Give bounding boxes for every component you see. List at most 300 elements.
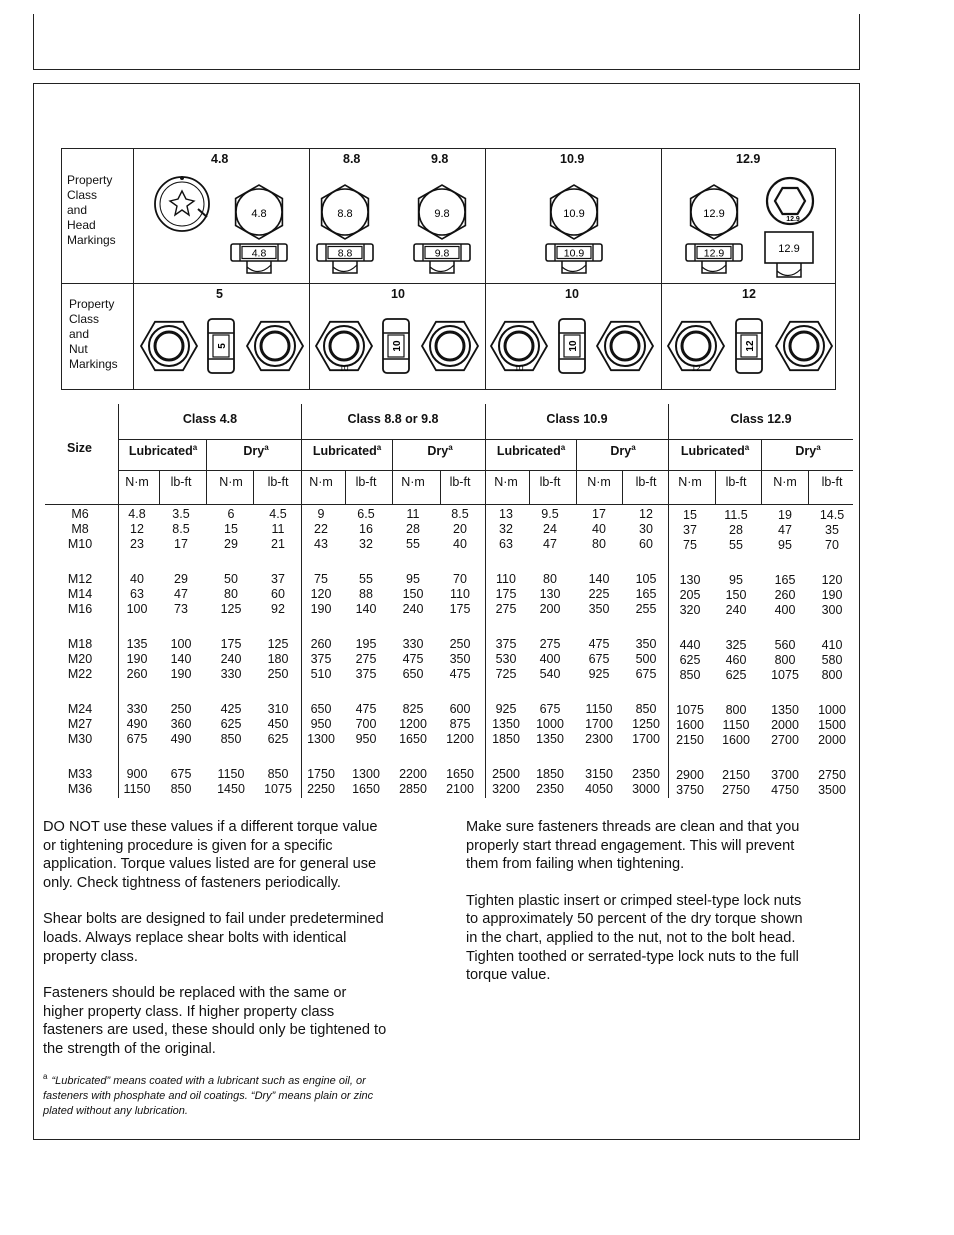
note-line: or tightening procedure is given for a specific [43, 837, 333, 854]
notes-right [466, 818, 856, 1003]
nut-face-1a-label: 10 [339, 364, 349, 373]
torque-value: 150 [402, 587, 424, 602]
torque-value: 1350 [492, 717, 520, 732]
class-header: Class 10.9 [546, 412, 608, 426]
torque-value: 165 [635, 587, 657, 602]
footnote-line [43, 1104, 443, 1119]
torque-value: 675 [539, 702, 561, 716]
torque-value: 22 [314, 522, 328, 537]
torque-value: 650 [310, 702, 332, 716]
lubricated-header-text: Lubricated [312, 444, 377, 458]
torque-value: 175 [495, 587, 517, 602]
footnote-text: “Lubricated” means coated with a lubricant such as engine oil, or [51, 1075, 366, 1087]
torque-value: 650 [402, 667, 424, 682]
torque-value: 275 [355, 652, 377, 667]
torque-value: 110 [496, 572, 516, 586]
torque-value: 490 [170, 732, 192, 747]
torque-value: 3750 [676, 783, 704, 798]
torque-value: 350 [449, 652, 471, 667]
torque-value: 190 [310, 602, 332, 617]
torque-value: 1150 [123, 782, 151, 797]
torque-value: 450 [267, 717, 289, 732]
torque-value: 1075 [771, 668, 799, 683]
torque-value: 32 [359, 537, 373, 552]
torque-value: 19 [778, 508, 792, 522]
torque-value: 275 [495, 602, 517, 617]
torque-value: 500 [635, 652, 657, 667]
torque-value: 425 [220, 702, 242, 716]
unit-header: lb-ft [355, 475, 377, 489]
note-line: DO NOT use these values if a different torque value [43, 819, 378, 835]
note-line: Tighten plastic insert or crimped steel-type lock nuts [466, 892, 802, 909]
torque-value: 2750 [722, 783, 750, 798]
torque-value: 9.5 [541, 507, 559, 521]
torque-value: 1850 [536, 767, 564, 781]
torque-value: 63 [499, 537, 513, 552]
footnote-mark: a [631, 442, 636, 452]
torque-value: 4750 [771, 783, 799, 798]
torque-value: 4.8 [128, 507, 146, 521]
torque-value: 3700 [771, 768, 799, 782]
dry-header [578, 444, 668, 458]
torque-value: 2350 [632, 767, 660, 781]
torque-value: 6 [227, 507, 235, 521]
dry-header [211, 444, 301, 458]
size-header: Size [67, 441, 93, 455]
unit-header: lb-ft [170, 475, 192, 489]
torque-value: 800 [725, 703, 747, 717]
torque-value: 2150 [676, 733, 704, 748]
note-line: property class. [43, 948, 138, 965]
nut-face-3a-label: 12 [691, 364, 701, 373]
footnote-mark: a [264, 442, 269, 452]
torque-value: 675 [588, 652, 610, 667]
torque-value: 11 [271, 522, 285, 537]
nut-side-2-label: 10 [568, 340, 579, 352]
torque-value: 1150 [585, 702, 613, 716]
torque-value: 225 [588, 587, 610, 602]
footnote-text: fasteners with phosphate and oil coatings. “Dry” means plain or zinc [43, 1090, 374, 1102]
torque-value: 11.5 [724, 508, 748, 522]
note-paragraph [43, 910, 443, 966]
torque-value: 250 [267, 667, 289, 682]
torque-value: 190 [126, 652, 148, 667]
torque-value: 375 [310, 652, 332, 667]
torque-value: 15 [683, 508, 697, 522]
note-line: properly start thread engagement. This will prevent [466, 837, 795, 854]
torque-value: 540 [539, 667, 561, 682]
torque-value: 275 [539, 637, 561, 651]
torque-value: 675 [126, 732, 148, 747]
note-paragraph [43, 818, 443, 892]
header-box [33, 14, 860, 70]
torque-value: 29 [174, 572, 188, 586]
torque-value: 70 [453, 572, 467, 586]
torque-value: 2850 [399, 782, 427, 797]
lubricated-header [486, 444, 576, 458]
class-header: Class 4.8 [182, 412, 238, 426]
lubricated-header [670, 444, 760, 458]
torque-value: 3000 [632, 782, 660, 797]
torque-value: 1700 [632, 732, 660, 747]
torque-value: 1850 [492, 732, 520, 747]
torque-value: 180 [267, 652, 289, 667]
size-cell: M10 [67, 537, 93, 552]
torque-value: 800 [774, 653, 796, 668]
torque-value: 1650 [446, 767, 474, 781]
torque-value: 850 [679, 668, 701, 683]
unit-header: lb-ft [821, 475, 843, 489]
torque-value: 3500 [818, 783, 846, 798]
torque-value: 29 [224, 537, 238, 552]
torque-value: 250 [170, 702, 192, 716]
torque-value: 240 [220, 652, 242, 667]
torque-value: 40 [592, 522, 606, 537]
note-line: fasteners are used, these should only be tightened to [43, 1022, 387, 1039]
torque-value: 4050 [585, 782, 613, 797]
bolt-row-label-line: Class [67, 188, 98, 202]
nut-side-3-label: 12 [745, 340, 756, 352]
dry-header-text: Dry [795, 444, 817, 458]
torque-value: 925 [588, 667, 610, 682]
torque-value: 11 [406, 507, 420, 521]
size-cell: M20 [67, 652, 93, 667]
torque-value: 2750 [818, 768, 846, 782]
torque-value: 2350 [536, 782, 564, 797]
note-line: only. Check tightness of fasteners periodically. [43, 874, 341, 891]
unit-header: N·m [587, 475, 611, 489]
size-cell: M8 [71, 522, 89, 537]
fastener-marking-drawings [62, 149, 837, 391]
nut-row-label-line: Property [69, 297, 115, 311]
torque-value: 165 [774, 573, 796, 587]
torque-value: 850 [170, 782, 192, 797]
torque-value: 260 [774, 588, 796, 603]
torque-value: 175 [220, 637, 242, 651]
torque-value: 40 [130, 572, 144, 586]
torque-value: 330 [126, 702, 148, 716]
nut-side-1-label: 10 [392, 340, 403, 352]
note-line: them from failing when tightening. [466, 856, 685, 873]
nut-row-label-line: Nut [69, 342, 88, 356]
torque-value: 2100 [446, 782, 474, 797]
torque-value: 120 [310, 587, 332, 602]
torque-value: 850 [635, 702, 657, 716]
torque-value: 255 [635, 602, 657, 617]
torque-value: 2700 [771, 733, 799, 748]
torque-value: 875 [449, 717, 471, 732]
note-line: higher property class. If higher property class [43, 1003, 335, 1020]
bolt-class-4.8: 4.8 [211, 152, 229, 166]
unit-header: N·m [309, 475, 333, 489]
note-paragraph [466, 818, 856, 874]
torque-value: 2300 [585, 732, 613, 747]
torque-value: 195 [355, 637, 377, 651]
bolt-head-3-label: 10.9 [563, 208, 585, 220]
footnote-mark: a [744, 442, 750, 452]
bolt-row-label-line: Markings [67, 233, 116, 247]
bolt-class-10.9: 10.9 [560, 152, 585, 166]
note-paragraph [43, 984, 443, 1058]
class-header: Class 12.9 [730, 412, 792, 426]
bolt-side-2-label: 9.8 [434, 247, 450, 260]
torque-value: 13 [499, 507, 513, 521]
torque-value: 260 [310, 637, 332, 651]
torque-value: 1000 [536, 717, 564, 732]
unit-header: N·m [773, 475, 797, 489]
footnote-mark: a [816, 442, 821, 452]
torque-value: 125 [267, 637, 289, 651]
torque-value: 130 [679, 573, 701, 587]
torque-value: 320 [679, 603, 701, 618]
torque-value: 475 [588, 637, 610, 651]
torque-value: 100 [126, 602, 148, 617]
torque-value: 850 [267, 767, 289, 781]
bolt-side-3-label: 10.9 [563, 247, 585, 260]
nut-row-label-line: and [69, 327, 90, 341]
torque-value: 400 [774, 603, 796, 618]
unit-header: lb-ft [539, 475, 561, 489]
torque-value: 310 [267, 702, 289, 716]
nut-row-label-line: Markings [69, 357, 118, 371]
torque-value: 250 [449, 637, 471, 651]
torque-value: 1300 [307, 732, 335, 747]
torque-value: 2150 [722, 768, 750, 782]
torque-value: 35 [825, 523, 839, 538]
torque-value: 60 [271, 587, 285, 602]
footnote-line [43, 1089, 443, 1104]
torque-value: 15 [224, 522, 238, 537]
note-line: Fasteners should be replaced with the same or [43, 985, 347, 1002]
torque-value: 47 [778, 523, 792, 538]
torque-value: 375 [355, 667, 377, 682]
bolt-head-4-label: 12.9 [703, 208, 725, 220]
torque-value: 490 [126, 717, 148, 732]
note-line: Make sure fasteners threads are clean and that you [466, 819, 800, 835]
torque-value: 70 [825, 538, 839, 553]
torque-value: 300 [821, 603, 843, 618]
torque-value: 260 [126, 667, 148, 682]
torque-value: 1750 [307, 767, 335, 781]
torque-value: 410 [821, 638, 843, 652]
torque-value: 30 [639, 522, 653, 537]
torque-value: 24 [543, 522, 557, 537]
footnote-text: plated without any lubrication. [43, 1105, 188, 1117]
torque-value: 73 [174, 602, 188, 617]
size-cell: M24 [67, 702, 93, 716]
torque-value: 88 [359, 587, 373, 602]
lubricated-header-text: Lubricated [680, 444, 745, 458]
torque-value: 2000 [818, 733, 846, 748]
torque-value: 675 [170, 767, 192, 781]
torque-value: 200 [539, 602, 561, 617]
torque-value: 175 [449, 602, 471, 617]
torque-value: 240 [725, 603, 747, 618]
unit-header: N·m [494, 475, 518, 489]
bolt-side-0-label: 4.8 [251, 247, 267, 260]
torque-value: 1350 [771, 703, 799, 717]
torque-value: 47 [174, 587, 188, 602]
torque-value: 800 [821, 668, 843, 683]
torque-value: 1350 [536, 732, 564, 747]
footnote-mark: a [43, 1072, 48, 1082]
torque-value: 330 [402, 637, 424, 651]
torque-value: 725 [495, 667, 517, 682]
torque-value: 2200 [399, 767, 427, 781]
torque-value: 1450 [217, 782, 245, 797]
unit-header: N·m [219, 475, 243, 489]
dry-header-text: Dry [610, 444, 632, 458]
nut-class-10b: 10 [565, 287, 579, 301]
torque-value: 95 [729, 573, 743, 587]
torque-value: 475 [355, 702, 377, 716]
bolt-row-label-line: and [67, 203, 88, 217]
bolt-head-1-label: 8.8 [337, 208, 353, 220]
torque-value: 55 [359, 572, 373, 586]
dry-header-text: Dry [427, 444, 449, 458]
size-cell: M36 [67, 782, 93, 797]
torque-value: 8.5 [172, 522, 190, 537]
nut-side-0-label: 5 [217, 343, 228, 349]
torque-value: 75 [683, 538, 697, 553]
torque-value: 925 [495, 702, 517, 716]
bolt-side-4-label: 12.9 [703, 247, 725, 260]
unit-header: N·m [678, 475, 702, 489]
torque-value: 1650 [399, 732, 427, 747]
torque-value: 1150 [722, 718, 750, 733]
torque-value: 63 [130, 587, 144, 602]
nut-class-12: 12 [742, 287, 756, 301]
note-paragraph [466, 892, 856, 985]
torque-value: 55 [406, 537, 420, 552]
torque-value: 130 [539, 587, 561, 602]
unit-header: lb-ft [635, 475, 657, 489]
markings-figure [61, 148, 836, 390]
size-cell: M18 [67, 637, 93, 651]
size-cell: M22 [67, 667, 93, 682]
nut-row-label-line: Class [69, 312, 100, 326]
bolt-head-2-label: 9.8 [434, 208, 450, 220]
torque-value: 2900 [676, 768, 704, 782]
torque-value: 9 [317, 507, 325, 521]
torque-value: 125 [220, 602, 242, 617]
torque-value: 28 [406, 522, 420, 537]
torque-value: 475 [402, 652, 424, 667]
size-cell: M12 [67, 572, 93, 586]
torque-value: 900 [126, 767, 148, 781]
torque-value: 475 [449, 667, 471, 682]
bolt-class-12.9: 12.9 [736, 152, 761, 166]
torque-value: 1150 [217, 767, 245, 781]
torque-value: 100 [170, 637, 192, 651]
torque-value: 43 [314, 537, 328, 552]
star-icon [170, 191, 194, 215]
unit-header: N·m [125, 475, 149, 489]
torque-value: 2500 [492, 767, 520, 781]
torque-value: 600 [449, 702, 471, 716]
torque-value: 560 [774, 638, 796, 652]
torque-value: 80 [592, 537, 606, 552]
note-line: in the chart, applied to the nut, not to the bolt head. [466, 929, 796, 946]
footnote-line [43, 1074, 443, 1089]
torque-value: 360 [170, 717, 192, 732]
note-line: Shear bolts are designed to fail under predetermined [43, 911, 384, 928]
torque-value: 825 [402, 702, 424, 716]
torque-value: 1200 [446, 732, 474, 747]
torque-value: 37 [683, 523, 697, 538]
torque-value: 17 [592, 507, 606, 521]
torque-value: 1075 [264, 782, 292, 797]
unit-header: lb-ft [267, 475, 289, 489]
bolt-side-1-label: 8.8 [337, 247, 353, 260]
torque-value: 21 [271, 537, 285, 552]
torque-value: 37 [271, 572, 285, 586]
class-4.8-symbol [155, 177, 209, 231]
torque-value: 950 [355, 732, 377, 747]
torque-value: 400 [539, 652, 561, 667]
torque-value: 6.5 [357, 507, 375, 521]
torque-value: 2250 [307, 782, 335, 797]
nut-class-10a: 10 [391, 287, 405, 301]
torque-value: 625 [679, 653, 701, 668]
lubricated-header-text: Lubricated [128, 444, 193, 458]
torque-value: 1600 [722, 733, 750, 748]
torque-value: 16 [359, 522, 373, 537]
torque-value: 60 [639, 537, 653, 552]
torque-value: 950 [310, 717, 332, 732]
unit-header: lb-ft [449, 475, 471, 489]
torque-value: 140 [170, 652, 192, 667]
lubricated-header [302, 444, 392, 458]
note-line: the strength of the original. [43, 1040, 216, 1057]
torque-value: 440 [679, 638, 701, 652]
size-cell: M33 [67, 767, 93, 781]
torque-value: 1250 [632, 717, 660, 732]
torque-value: 105 [635, 572, 657, 586]
torque-value: 8.5 [451, 507, 469, 521]
bolt-class-9.8: 9.8 [431, 152, 449, 166]
torque-value: 80 [543, 572, 557, 586]
torque-value: 190 [821, 588, 843, 603]
torque-value: 92 [271, 602, 285, 617]
footnote-mark: a [376, 442, 382, 452]
lubricated-header [118, 444, 208, 458]
torque-value: 510 [310, 667, 332, 682]
footnote-mark: a [192, 442, 198, 452]
note-line: to approximately 50 percent of the dry torque shown [466, 911, 803, 928]
note-line: torque value. [466, 967, 551, 984]
footnote [43, 1074, 443, 1119]
size-cell: M27 [67, 717, 93, 732]
torque-value: 1300 [352, 767, 380, 781]
torque-value: 3.5 [172, 507, 190, 521]
footnote-mark: a [560, 442, 566, 452]
torque-value: 1650 [352, 782, 380, 797]
torque-value: 3200 [492, 782, 520, 797]
torque-value: 55 [729, 538, 743, 553]
socket-head-12.9-label: 12.9 [786, 216, 800, 223]
torque-value: 28 [729, 523, 743, 538]
torque-value: 50 [224, 572, 238, 586]
torque-value: 325 [725, 638, 747, 652]
nut-class-5: 5 [216, 287, 223, 301]
socket-side-12.9-label: 12.9 [778, 243, 800, 255]
unit-header: lb-ft [725, 475, 747, 489]
torque-value: 110 [450, 587, 470, 602]
dry-header [395, 444, 485, 458]
torque-value: 4.5 [269, 507, 287, 521]
torque-value: 190 [170, 667, 192, 682]
